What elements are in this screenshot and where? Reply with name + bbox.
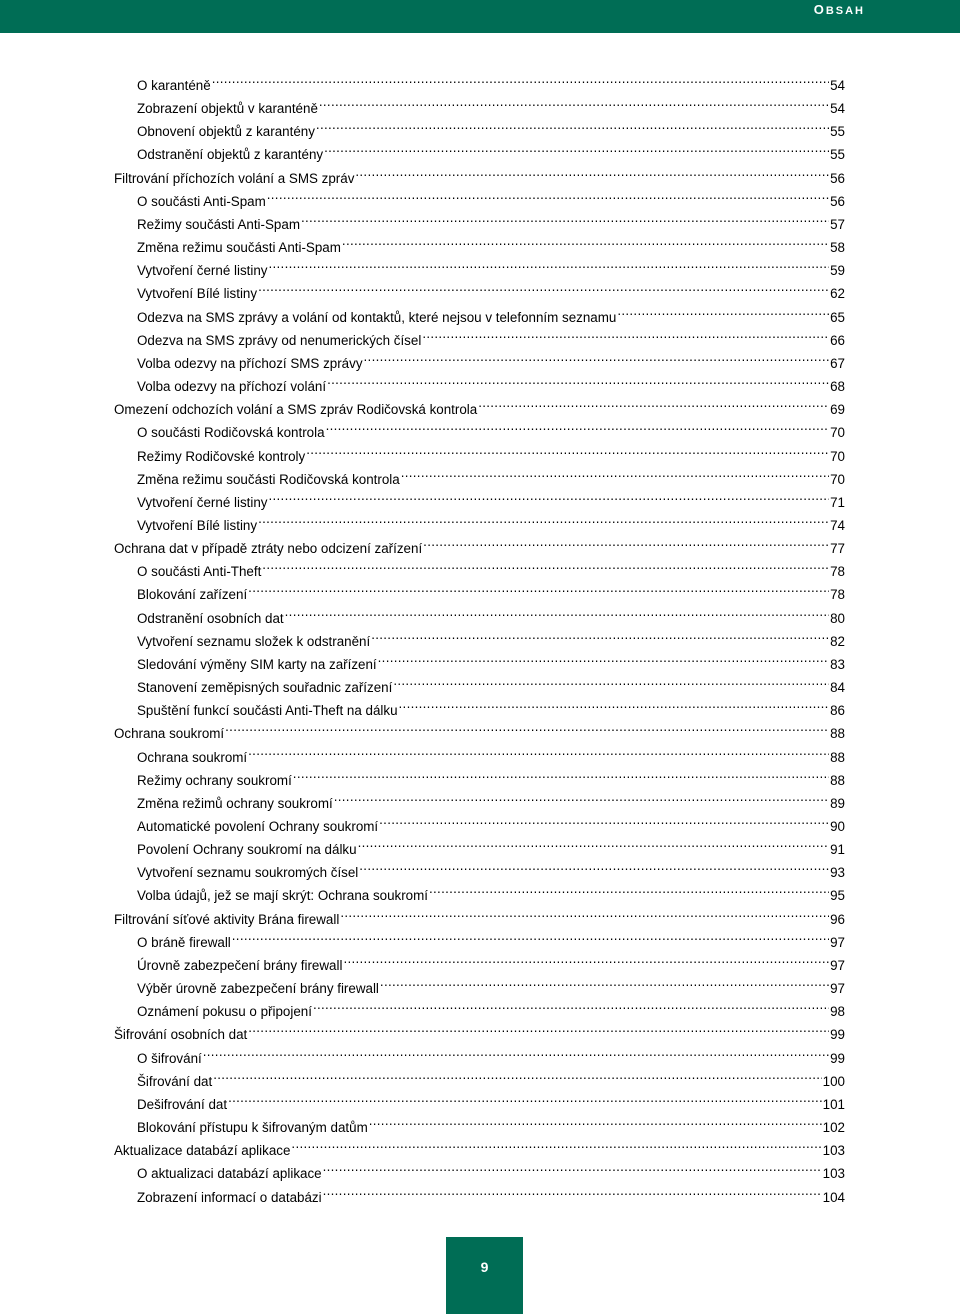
toc-entry-page-number: 102 [822,1120,845,1136]
toc-entry-page-number: 88 [830,726,845,742]
toc-entry-page-number: 70 [830,425,845,441]
toc-entry-page-number: 66 [830,332,845,348]
toc-dot-leader [212,67,829,90]
toc-entry-title: Omezení odchozích volání a SMS zpráv Rodičovská kontrola [114,402,478,418]
toc-dot-leader [248,739,829,762]
toc-entry-title: Šifrování dat [137,1073,213,1089]
header-title [814,0,865,20]
toc-dot-leader [342,229,829,252]
toc-entry-title: Odezva na SMS zprávy a volání od kontaktů, které nejsou v telefonním seznamu [137,309,617,325]
toc-entry-title: Úrovně zabezpečení brány firewall [137,957,343,973]
toc-entry-page-number: 104 [822,1189,845,1205]
toc-dot-leader [248,576,829,599]
toc-entry-title: Šifrování osobních dat [114,1027,248,1043]
toc-entry-title: Zobrazení informací o databázi [137,1189,322,1205]
toc-entry-page-number: 90 [830,819,845,834]
toc-dot-leader [334,785,829,808]
toc-entry-title: Výběr úrovně zabezpečení brány firewall [137,981,379,997]
toc-entry-title: O součásti Anti-Theft [137,564,262,580]
toc-entry-page-number: 71 [830,494,845,510]
toc-entry-title: Zobrazení objektů v karanténě [137,101,318,117]
toc-dot-leader [225,715,829,738]
header-title-first-letter: O [813,2,826,17]
toc-entry-title: Změna režimu součásti Anti-Spam [137,240,341,256]
toc-dot-leader [401,461,829,484]
toc-entry-page-number: 101 [822,1096,845,1112]
toc-dot-leader [422,322,829,345]
toc-entry-page-number: 65 [830,309,845,325]
toc-dot-leader [228,1086,822,1109]
toc-dot-leader [316,113,829,136]
toc-entry-page-number: 74 [830,517,845,533]
toc-dot-leader [269,252,830,275]
toc-dot-leader [248,1016,829,1039]
page-number: 9 [480,1259,489,1275]
toc-entry-title: Filtrování síťové aktivity Brána firewall [114,911,340,927]
toc-entry-title: Režimy ochrany soukromí [137,772,292,788]
toc-entry-title: O karanténě [137,78,211,93]
toc-entry-title: Sledování výměny SIM karty na zařízení [137,656,377,672]
toc-entry-title: Vytvoření seznamu složek k odstranění [137,633,371,649]
toc-dot-leader [379,808,829,831]
toc-entry-page-number: 88 [830,772,845,788]
toc-entry-title: Dešifrování dat [137,1096,228,1112]
toc-entry-page-number: 67 [830,355,845,371]
toc-entry-title: Blokování přístupu k šifrovaným datům [137,1120,368,1136]
toc-entry-page-number: 78 [830,564,845,580]
page-number-box [446,1237,523,1314]
toc-entry-page-number: 56 [830,170,845,186]
toc-dot-leader [301,206,829,229]
toc-entry-page-number: 103 [822,1143,845,1159]
toc-entry-title: Režimy součásti Anti-Spam [137,216,300,232]
toc-dot-leader [306,438,829,461]
toc-entry-page-number: 70 [830,471,845,487]
toc-dot-leader [285,600,829,623]
toc-entry-page-number: 93 [830,865,845,881]
toc-entry-title: Blokování zařízení [137,587,248,603]
toc-entry-title: Obnovení objektů z karantény [137,124,315,140]
toc-entry[interactable] [114,1086,845,1112]
toc-entry[interactable] [114,67,845,93]
toc-entry-title: Změna režimu součásti Rodičovská kontrola [137,471,400,487]
toc-entry-page-number: 97 [830,957,845,973]
header-title-rest: BSAH [825,5,865,17]
toc-entry-title: Vytvoření černé listiny [137,494,268,510]
toc-entry-page-number: 55 [830,147,845,163]
toc-entry-page-number: 59 [830,263,845,279]
toc-dot-leader [258,507,829,530]
toc-entry-page-number: 78 [830,587,845,603]
toc-entry-page-number: 91 [830,842,845,858]
toc-entry-page-number: 83 [830,656,845,672]
toc-entry-title: O šifrování [137,1050,202,1066]
toc-entry-title: Ochrana dat v případě ztráty nebo odcizení zařízení [114,541,423,557]
toc-dot-leader [327,368,829,391]
header-bar [0,0,960,33]
toc-dot-leader [269,484,830,507]
toc-entry-title: Filtrování příchozích volání a SMS zpráv [114,170,355,186]
toc-dot-leader [423,530,829,553]
toc-entry-title: Vytvoření Bílé listiny [137,517,258,533]
table-of-contents [114,67,845,1205]
toc-entry-title: Automatické povolení Ochrany soukromí [137,819,379,834]
toc-entry-title: Ochrana soukromí [137,749,248,765]
toc-dot-leader [293,762,829,785]
toc-entry-page-number: 97 [830,934,845,950]
toc-entry-page-number: 69 [830,402,845,418]
toc-dot-leader [213,1063,821,1086]
toc-entry-title: Volba odezvy na příchozí SMS zprávy [137,355,363,371]
toc-dot-leader [291,1132,821,1155]
toc-entry-title: Odstranění osobních dat [137,610,284,626]
toc-entry-page-number: 103 [822,1166,845,1182]
toc-entry-title: Oznámení pokusu o připojení [137,1004,312,1020]
toc-entry-title: O součásti Anti-Spam [137,193,266,209]
toc-entry-title: O součásti Rodičovská kontrola [137,425,325,441]
toc-entry[interactable] [114,1040,845,1066]
toc-entry-page-number: 99 [830,1050,845,1066]
toc-dot-leader [343,947,829,970]
toc-dot-leader [399,692,830,715]
toc-dot-leader [267,183,829,206]
toc-entry-page-number: 82 [830,633,845,649]
toc-entry-title: Volba údajů, jež se mají skrýt: Ochrana soukromí [137,888,429,904]
toc-dot-leader [326,414,830,437]
toc-dot-leader [258,275,829,298]
toc-dot-leader [380,970,829,993]
toc-entry-page-number: 56 [830,193,845,209]
toc-entry-title: Povolení Ochrany soukromí na dálku [137,842,357,858]
toc-entry-page-number: 100 [822,1073,845,1089]
toc-dot-leader [429,877,829,900]
toc-dot-leader [232,924,829,947]
toc-entry-title: O bráně firewall [137,934,231,950]
toc-dot-leader [359,854,829,877]
toc-entry-page-number: 68 [830,379,845,395]
toc-dot-leader [393,669,829,692]
toc-dot-leader [369,1109,822,1132]
toc-entry-page-number: 70 [830,448,845,464]
toc-entry-page-number: 62 [830,286,845,302]
toc-dot-leader [319,90,829,113]
toc-entry-page-number: 77 [830,541,845,557]
toc-entry-page-number: 89 [830,795,845,811]
toc-dot-leader [378,646,829,669]
toc-entry-page-number: 88 [830,749,845,765]
toc-dot-leader [478,391,829,414]
toc-dot-leader [340,901,829,924]
toc-entry-page-number: 84 [830,680,845,696]
toc-entry-title: Odstranění objektů z karantény [137,147,324,163]
toc-dot-leader [371,623,829,646]
toc-entry-page-number: 99 [830,1027,845,1043]
toc-dot-leader [324,136,829,159]
toc-dot-leader [313,993,829,1016]
toc-dot-leader [364,345,830,368]
toc-dot-leader [323,1155,822,1178]
toc-entry-page-number: 57 [830,216,845,232]
toc-entry-page-number: 96 [830,911,845,927]
toc-entry-page-number: 95 [830,888,845,904]
toc-entry-title: Aktualizace databází aplikace [114,1143,291,1159]
toc-entry-title: Ochrana soukromí [114,726,225,742]
toc-entry-title: Stanovení zeměpisných souřadnic zařízení [137,680,393,696]
toc-entry-page-number: 97 [830,981,845,997]
toc-entry-title: Spuštění funkcí součásti Anti-Theft na dálku [137,703,398,719]
toc-entry[interactable] [114,90,845,117]
toc-dot-leader [355,160,829,183]
toc-dot-leader [323,1179,822,1202]
toc-dot-leader [358,831,830,854]
toc-entry-title: Odezva na SMS zprávy od nenumerických čísel [137,332,422,348]
toc-entry-title: Vytvoření Bílé listiny [137,286,258,302]
toc-entry-page-number: 54 [830,101,845,117]
toc-dot-leader [203,1040,829,1063]
toc-entry-page-number: 54 [830,78,845,93]
toc-entry-title: Vytvoření černé listiny [137,263,268,279]
toc-entry-page-number: 86 [830,703,845,719]
toc-entry[interactable] [114,1063,845,1089]
toc-entry-title: Změna režimů ochrany soukromí [137,795,333,811]
toc-entry-page-number: 55 [830,124,845,140]
toc-dot-leader [262,553,829,576]
toc-dot-leader [617,299,829,322]
toc-entry-title: Režimy Rodičovské kontroly [137,448,306,464]
toc-entry-page-number: 98 [830,1004,845,1020]
toc-entry-title: O aktualizaci databází aplikace [137,1166,322,1182]
toc-entry-page-number: 58 [830,240,845,256]
toc-entry-title: Volba odezvy na příchozí volání [137,379,327,395]
toc-entry-page-number: 80 [830,610,845,626]
toc-entry-title: Vytvoření seznamu soukromých čísel [137,865,359,881]
